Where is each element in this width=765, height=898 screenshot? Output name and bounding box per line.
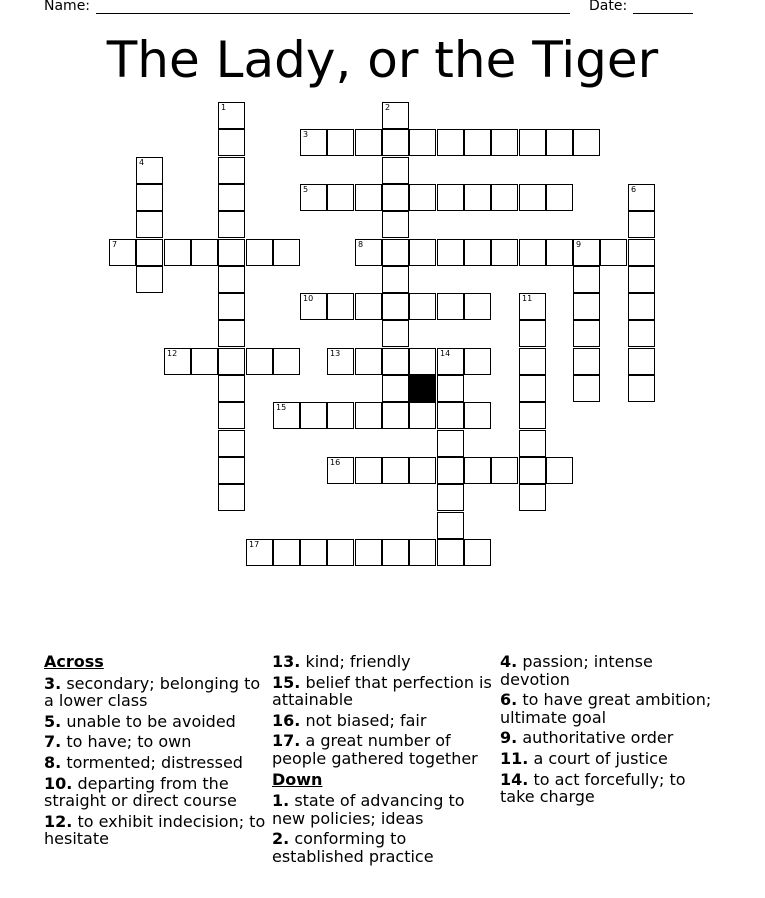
grid-cell[interactable]: [573, 293, 600, 320]
grid-cell[interactable]: [573, 129, 600, 156]
grid-cell[interactable]: [218, 348, 245, 375]
cell-number: 9: [576, 240, 582, 249]
grid-cell[interactable]: [164, 348, 191, 375]
grid-cell[interactable]: [546, 184, 573, 211]
grid-cell[interactable]: [327, 184, 354, 211]
grid-cell[interactable]: [382, 157, 409, 184]
grid-cell[interactable]: [300, 184, 327, 211]
clue-column-1: [44, 653, 266, 851]
grid-cell[interactable]: [246, 348, 273, 375]
clue-column-2: [272, 653, 494, 869]
grid-cell[interactable]: [355, 348, 382, 375]
grid-cell[interactable]: [519, 129, 546, 156]
grid-cell[interactable]: [382, 129, 409, 156]
grid-cell[interactable]: [437, 375, 464, 402]
grid-cell[interactable]: [218, 184, 245, 211]
grid-cell[interactable]: [382, 266, 409, 293]
grid-cell[interactable]: [409, 239, 436, 266]
clue-down-11: 11. a court of justice: [500, 748, 668, 768]
grid-cell[interactable]: [409, 348, 436, 375]
grid-cell[interactable]: [327, 402, 354, 429]
name-label: Name:: [44, 0, 91, 14]
grid-cell[interactable]: [136, 239, 163, 266]
grid-cell[interactable]: [382, 457, 409, 484]
grid-cell[interactable]: [628, 239, 655, 266]
grid-cell[interactable]: [546, 129, 573, 156]
grid-cell[interactable]: [355, 239, 382, 266]
grid-cell[interactable]: [628, 211, 655, 238]
grid-cell[interactable]: [300, 129, 327, 156]
grid-cell[interactable]: [628, 348, 655, 375]
cell-number: 7: [112, 240, 118, 249]
grid-cell[interactable]: [464, 239, 491, 266]
clue-down-9: 9. authoritative order: [500, 728, 674, 748]
grid-cell[interactable]: [191, 239, 218, 266]
grid-cell[interactable]: [355, 457, 382, 484]
grid-cell[interactable]: [218, 266, 245, 293]
cell-number: 17: [249, 540, 260, 549]
clue-down-1: 1. state of advancing to new policies; ideas: [272, 791, 465, 828]
cell-number: 5: [303, 185, 309, 194]
grid-cell[interactable]: [300, 402, 327, 429]
clue-across-10: 10. departing from the straight or direct course: [44, 773, 237, 811]
grid-cell[interactable]: [218, 375, 245, 402]
grid-cell[interactable]: [273, 402, 300, 429]
grid-cell[interactable]: [382, 375, 409, 402]
grid-cell[interactable]: [273, 539, 300, 566]
grid-cell[interactable]: [409, 184, 436, 211]
grid-cell[interactable]: [409, 539, 436, 566]
grid-cell[interactable]: [628, 320, 655, 347]
clue-down-6: 6. to have great ambition; ultimate goal: [500, 690, 712, 727]
puzzle-title: The Lady, or the Tiger: [106, 31, 659, 89]
grid-cell[interactable]: [218, 211, 245, 238]
cell-number: 11: [522, 294, 533, 303]
cell-number: 10: [303, 294, 314, 303]
cell-number: 8: [358, 240, 364, 249]
grid-cell[interactable]: [109, 239, 136, 266]
grid-cell[interactable]: [409, 129, 436, 156]
grid-cell[interactable]: [218, 239, 245, 266]
grid-cell[interactable]: [136, 211, 163, 238]
grid-cell[interactable]: [491, 239, 518, 266]
grid-cell[interactable]: [437, 402, 464, 429]
grid-cell[interactable]: [628, 293, 655, 320]
grid-cell[interactable]: [628, 184, 655, 211]
grid-cell[interactable]: [327, 129, 354, 156]
grid-cell[interactable]: [464, 184, 491, 211]
grid-cell[interactable]: [437, 348, 464, 375]
down-heading: Down: [272, 769, 323, 789]
cell-number: 15: [276, 403, 287, 412]
grid-cell[interactable]: [519, 348, 546, 375]
clue-across-13: 13. kind; friendly: [272, 652, 411, 671]
grid-cell[interactable]: [273, 239, 300, 266]
clue-across-3: 3. secondary; belonging to a lower class: [44, 673, 261, 711]
clue-across-5: 5. unable to be avoided: [44, 711, 236, 731]
grid-cell[interactable]: [464, 539, 491, 566]
grid-cell[interactable]: [382, 348, 409, 375]
grid-cell[interactable]: [273, 348, 300, 375]
grid-cell[interactable]: [491, 457, 518, 484]
clue-down-2: 2. conforming to established practice: [272, 829, 434, 866]
grid-cell[interactable]: [519, 184, 546, 211]
grid-cell[interactable]: [355, 402, 382, 429]
grid-cell[interactable]: [355, 184, 382, 211]
cell-number: 6: [631, 185, 637, 194]
grid-cell[interactable]: [437, 457, 464, 484]
grid-cell[interactable]: [600, 239, 627, 266]
date-label: Date:: [589, 0, 628, 14]
grid-cell[interactable]: [464, 457, 491, 484]
grid-cell[interactable]: [218, 102, 245, 129]
grid-cell[interactable]: [573, 375, 600, 402]
grid-cell[interactable]: [300, 539, 327, 566]
grid-cell[interactable]: [437, 239, 464, 266]
grid-cell[interactable]: [546, 457, 573, 484]
grid-cell[interactable]: [437, 129, 464, 156]
grid-cell[interactable]: [300, 293, 327, 320]
grid-cell[interactable]: [136, 184, 163, 211]
cell-number: 12: [167, 349, 178, 358]
grid-cell[interactable]: [246, 539, 273, 566]
clue-across-15: 15. belief that perfection is attainable: [272, 672, 492, 710]
grid-cell[interactable]: [409, 402, 436, 429]
grid-cell[interactable]: [218, 320, 245, 347]
cell-number: 1: [221, 103, 227, 112]
grid-cell[interactable]: [191, 348, 218, 375]
grid-cell[interactable]: [628, 375, 655, 402]
grid-cell[interactable]: [409, 293, 436, 320]
grid-cell[interactable]: [218, 457, 245, 484]
grid-cell[interactable]: [437, 293, 464, 320]
grid-cell[interactable]: [519, 457, 546, 484]
grid-cell[interactable]: [519, 430, 546, 457]
grid-cell[interactable]: [437, 539, 464, 566]
grid-cell[interactable]: [437, 484, 464, 511]
cell-number: 2: [385, 103, 391, 112]
grid-cell[interactable]: [136, 157, 163, 184]
grid-cell[interactable]: [409, 457, 436, 484]
grid-cell[interactable]: [355, 293, 382, 320]
cell-number: 16: [330, 458, 341, 467]
grid-block: [409, 375, 436, 402]
grid-cell[interactable]: [437, 512, 464, 539]
grid-cell[interactable]: [218, 430, 245, 457]
grid-cell[interactable]: [491, 129, 518, 156]
cell-number: 3: [303, 130, 309, 139]
grid-cell[interactable]: [437, 184, 464, 211]
grid-cell[interactable]: [519, 375, 546, 402]
grid-cell[interactable]: [327, 539, 354, 566]
grid-cell[interactable]: [327, 293, 354, 320]
grid-cell[interactable]: [491, 184, 518, 211]
clue-across-16: 16. not biased; fair: [272, 710, 427, 730]
grid-cell[interactable]: [382, 320, 409, 347]
grid-cell[interactable]: [546, 239, 573, 266]
grid-cell[interactable]: [519, 320, 546, 347]
grid-cell[interactable]: [382, 211, 409, 238]
cell-number: 14: [440, 349, 451, 358]
grid-cell[interactable]: [246, 239, 273, 266]
grid-cell[interactable]: [519, 293, 546, 320]
grid-cell[interactable]: [519, 239, 546, 266]
across-heading: Across: [44, 652, 104, 671]
grid-cell[interactable]: [573, 348, 600, 375]
grid-cell[interactable]: [218, 484, 245, 511]
grid-cell[interactable]: [464, 293, 491, 320]
clue-across-17: 17. a great number of people gathered together: [272, 731, 478, 768]
clue-across-7: 7. to have; to own: [44, 732, 192, 752]
clue-across-8: 8. tormented; distressed: [44, 752, 243, 772]
grid-cell[interactable]: [464, 129, 491, 156]
grid-cell[interactable]: [382, 293, 409, 320]
grid-cell[interactable]: [382, 539, 409, 566]
grid-cell[interactable]: [327, 457, 354, 484]
grid-cell[interactable]: [519, 402, 546, 429]
grid-cell[interactable]: [464, 348, 491, 375]
grid-cell[interactable]: [218, 157, 245, 184]
grid-cell[interactable]: [355, 539, 382, 566]
clue-column-3: [500, 653, 722, 809]
grid-cell[interactable]: [573, 320, 600, 347]
grid-cell[interactable]: [573, 266, 600, 293]
grid-cell[interactable]: [355, 129, 382, 156]
grid-cell[interactable]: [218, 129, 245, 156]
cell-number: 13: [330, 349, 341, 358]
grid-cell[interactable]: [464, 402, 491, 429]
grid-cell[interactable]: [382, 184, 409, 211]
grid-cell[interactable]: [573, 239, 600, 266]
grid-cell[interactable]: [519, 484, 546, 511]
grid-cell[interactable]: [382, 102, 409, 129]
cell-number: 4: [139, 158, 145, 167]
clue-across-12: 12. to exhibit indecision; to hesitate: [44, 811, 266, 849]
grid-cell[interactable]: [382, 402, 409, 429]
clue-down-4: 4. passion; intense devotion: [500, 652, 653, 689]
grid-cell[interactable]: [164, 239, 191, 266]
grid-cell[interactable]: [382, 239, 409, 266]
grid-cell[interactable]: [327, 348, 354, 375]
grid-cell[interactable]: [437, 430, 464, 457]
grid-cell[interactable]: [628, 266, 655, 293]
grid-cell[interactable]: [218, 402, 245, 429]
grid-cell[interactable]: [136, 266, 163, 293]
clue-down-14: 14. to act forcefully; to take charge: [500, 769, 686, 807]
grid-cell[interactable]: [218, 293, 245, 320]
